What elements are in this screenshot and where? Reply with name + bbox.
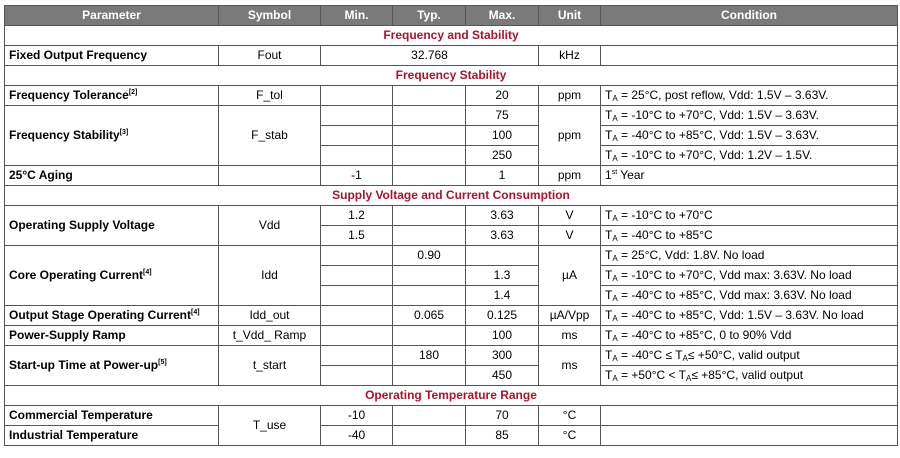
condition-cell [601, 146, 898, 166]
typ-cell [393, 146, 466, 166]
symbol-cell: F_stab [219, 106, 321, 166]
max-cell: 300 [466, 346, 539, 366]
header-condition: Condition [601, 6, 898, 26]
param-name: Power-Supply Ramp [5, 326, 219, 346]
header-typ: Typ. [393, 6, 466, 26]
typ-cell [393, 406, 466, 426]
condition-text: = 25°C, post reflow, Vdd: 1.5V – 3.63V. [617, 88, 829, 102]
typ-cell [393, 226, 466, 246]
table-row-idd [5, 246, 898, 266]
param-cell [5, 246, 219, 306]
ta-subscript: A [612, 294, 618, 303]
min-cell: 1.5 [321, 226, 393, 246]
max-cell: 450 [466, 366, 539, 386]
condition-text: ≤ +85°C, valid output [691, 368, 804, 382]
condition-cell [601, 106, 898, 126]
header-max: Max. [466, 6, 539, 26]
ta-symbol: T [605, 368, 613, 382]
table-row-vdd [5, 206, 898, 226]
max-cell: 1.3 [466, 266, 539, 286]
unit-cell: °C [539, 426, 601, 446]
condition-text: = -40°C to +85°C, 0 to 90% Vdd [617, 328, 792, 342]
footnote-ref: [3] [119, 129, 129, 136]
max-cell [466, 246, 539, 266]
param-name: Output Stage Operating Current [9, 308, 192, 322]
unit-cell: ms [539, 326, 601, 346]
table-row-iddout [5, 306, 898, 326]
ta-subscript: A [612, 114, 618, 123]
param-name: Commercial Temperature [5, 406, 219, 426]
ta-subscript: A [682, 354, 688, 363]
table-row-tuse [5, 426, 898, 446]
symbol-cell: Idd [219, 246, 321, 306]
typ-cell [393, 326, 466, 346]
condition-cell [601, 166, 898, 186]
ta-subscript: A [612, 134, 618, 143]
condition-text: = -10°C to +70°C [617, 208, 713, 222]
typ-cell [393, 86, 466, 106]
min-cell: 1.2 [321, 206, 393, 226]
max-cell: 3.63 [466, 206, 539, 226]
ta-symbol: T [605, 228, 613, 242]
min-cell [321, 86, 393, 106]
section-row [5, 66, 898, 86]
ta-symbol: T [605, 268, 613, 282]
condition-cell [601, 246, 898, 266]
condition-text: = 25°C, Vdd: 1.8V. No load [617, 248, 765, 262]
condition-text: = -40°C to +85°C, Vdd: 1.5V – 3.63V. No load [617, 308, 864, 322]
unit-cell: µA [539, 246, 601, 306]
ta-symbol: T [605, 148, 613, 162]
section-title: Frequency and Stability [5, 26, 898, 46]
condition-cell [601, 126, 898, 146]
min-cell: -1 [321, 166, 393, 186]
unit-cell: ppm [539, 106, 601, 166]
param-name: Fixed Output Frequency [5, 46, 219, 66]
condition-text: = -40°C to +85°C, Vdd: 1.5V – 3.63V. [617, 128, 819, 142]
header-parameter: Parameter [5, 6, 219, 26]
spec-table [4, 5, 898, 446]
min-cell [321, 306, 393, 326]
param-name: 25°C Aging [5, 166, 219, 186]
ta-subscript: A [612, 234, 618, 243]
condition-cell [601, 426, 898, 446]
max-cell: 75 [466, 106, 539, 126]
min-cell: -10 [321, 406, 393, 426]
ta-subscript: A [612, 94, 618, 103]
unit-cell: V [539, 226, 601, 246]
condition-cell [601, 266, 898, 286]
section-title: Supply Voltage and Current Consumption [5, 186, 898, 206]
min-cell [321, 346, 393, 366]
ta-subscript: A [685, 374, 692, 383]
header-unit: Unit [539, 6, 601, 26]
max-cell: 250 [466, 146, 539, 166]
max-cell: 85 [466, 426, 539, 446]
min-cell: -40 [321, 426, 393, 446]
symbol-cell: Vdd [219, 206, 321, 246]
section-title: Operating Temperature Range [5, 386, 898, 406]
condition-cell [601, 406, 898, 426]
footnote-ref: [2] [128, 89, 138, 96]
condition-cell [601, 366, 898, 386]
condition-text: = -10°C to +70°C, Vdd: 1.2V – 1.5V. [617, 148, 813, 162]
typ-cell [393, 366, 466, 386]
ta-subscript: A [612, 154, 618, 163]
typ-cell [393, 266, 466, 286]
table-row-ramp [5, 326, 898, 346]
section-row [5, 386, 898, 406]
ta-subscript: A [612, 214, 618, 223]
typ-cell [393, 286, 466, 306]
ta-symbol: T [605, 248, 613, 262]
typ-cell [393, 106, 466, 126]
condition-text: = -10°C to +70°C, Vdd max: 3.63V. No load [617, 268, 852, 282]
typ-cell [393, 206, 466, 226]
min-cell [321, 106, 393, 126]
max-cell: 70 [466, 406, 539, 426]
param-name: Operating Supply Voltage [5, 206, 219, 246]
condition-cell [601, 86, 898, 106]
condition-cell [601, 346, 898, 366]
condition-text: = -40°C to +85°C [617, 228, 713, 242]
param-name: Industrial Temperature [5, 426, 219, 446]
unit-cell: µA/Vpp [539, 306, 601, 326]
header-symbol: Symbol [219, 6, 321, 26]
typ-cell: 0.90 [393, 246, 466, 266]
ta-symbol: T [605, 108, 613, 122]
max-cell: 100 [466, 326, 539, 346]
unit-cell: ppm [539, 86, 601, 106]
symbol-cell: T_use [219, 406, 321, 446]
unit-cell: ppm [539, 166, 601, 186]
table-row-tuse [5, 406, 898, 426]
ta-subscript: A [612, 354, 618, 363]
footnote-ref: [5] [158, 359, 167, 366]
symbol-cell: Fout [219, 46, 321, 66]
max-cell: 100 [466, 126, 539, 146]
condition-text: Year [617, 168, 645, 182]
param-cell [5, 86, 219, 106]
typ-cell [393, 126, 466, 146]
min-cell [321, 366, 393, 386]
section-title: Frequency Stability [5, 66, 898, 86]
value-cell: 32.768 [321, 46, 539, 66]
ta-subscript: A [612, 374, 618, 383]
typ-cell [393, 426, 466, 446]
ordinal-suffix: st [611, 169, 618, 176]
symbol-cell: F_tol [219, 86, 321, 106]
unit-cell: ms [539, 346, 601, 386]
condition-text: = -40°C to +85°C, Vdd max: 3.63V. No load [617, 288, 852, 302]
param-name: Frequency Stability [9, 128, 120, 142]
typ-cell [393, 166, 466, 186]
max-cell: 0.125 [466, 306, 539, 326]
condition-text: = -40°C ≤ T [617, 348, 683, 362]
ta-symbol: T [605, 328, 613, 342]
ta-subscript: A [612, 254, 618, 263]
condition-cell [601, 206, 898, 226]
ta-symbol: T [605, 88, 613, 102]
footnote-ref: [4] [143, 269, 152, 276]
header-row [5, 6, 898, 26]
condition-text: = -10°C to +70°C, Vdd: 1.5V – 3.63V. [617, 108, 819, 122]
param-cell [5, 346, 219, 386]
condition-cell [601, 286, 898, 306]
section-row [5, 186, 898, 206]
ta-symbol: T [605, 128, 613, 142]
symbol-cell: Idd_out [219, 306, 321, 326]
typ-cell: 0.065 [393, 306, 466, 326]
condition-text: ≤ +50°C, valid output [687, 348, 800, 362]
param-cell [5, 306, 219, 326]
unit-cell: V [539, 206, 601, 226]
param-name: Frequency Tolerance [9, 88, 129, 102]
condition-number: 1 [605, 168, 612, 182]
param-name: Core Operating Current [9, 268, 144, 282]
ta-subscript: A [612, 314, 618, 323]
symbol-cell [219, 166, 321, 186]
ta-symbol: T [605, 308, 613, 322]
table-row-ftol [5, 86, 898, 106]
ta-subscript: A [612, 274, 618, 283]
ta-symbol: T [605, 208, 613, 222]
ta-symbol: T [605, 348, 613, 362]
condition-cell [601, 226, 898, 246]
condition-cell [601, 326, 898, 346]
unit-cell: kHz [539, 46, 601, 66]
table-row-fstab [5, 106, 898, 126]
max-cell: 3.63 [466, 226, 539, 246]
symbol-cell: t_start [219, 346, 321, 386]
min-cell [321, 126, 393, 146]
min-cell [321, 146, 393, 166]
max-cell: 1.4 [466, 286, 539, 306]
unit-cell: °C [539, 406, 601, 426]
symbol-cell: t_Vdd_ Ramp [219, 326, 321, 346]
footnote-ref: [4] [191, 309, 200, 316]
section-row [5, 26, 898, 46]
min-cell [321, 286, 393, 306]
table-row-aging [5, 166, 898, 186]
param-cell [5, 106, 219, 166]
condition-text: = +50°C < T [617, 368, 686, 382]
min-cell [321, 326, 393, 346]
condition-cell [601, 46, 898, 66]
param-name: Start-up Time at Power-up [9, 358, 159, 372]
max-cell: 1 [466, 166, 539, 186]
min-cell [321, 246, 393, 266]
max-cell: 20 [466, 86, 539, 106]
table-row-fout [5, 46, 898, 66]
typ-cell: 180 [393, 346, 466, 366]
ta-subscript: A [612, 334, 618, 343]
min-cell [321, 266, 393, 286]
header-min: Min. [321, 6, 393, 26]
table-row-tstart [5, 346, 898, 366]
ta-symbol: T [605, 288, 613, 302]
condition-cell [601, 306, 898, 326]
